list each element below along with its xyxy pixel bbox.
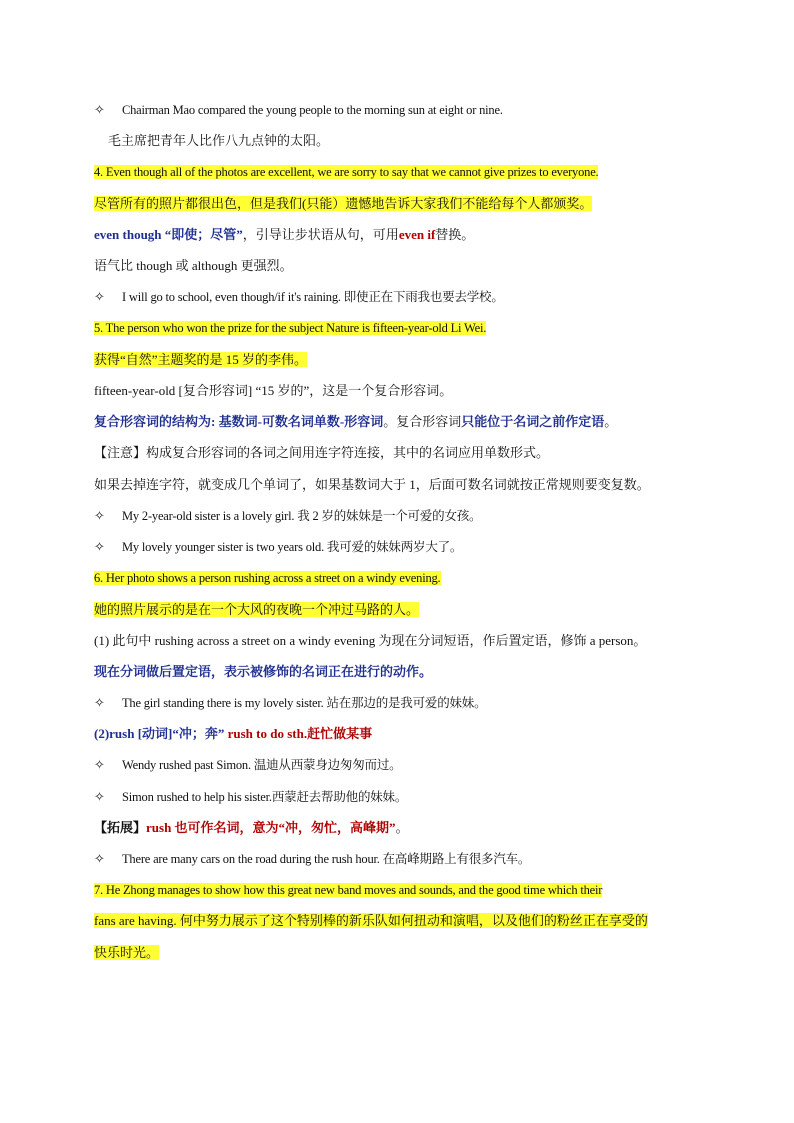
- bullet-icon: ✧: [94, 289, 105, 304]
- highlighted-sentence-4-en: 4. Even though all of the photos are excellent, we are sorry to say that we cannot give prizes to everyone.: [94, 165, 599, 179]
- note-line: 如果去掉连字符，就变成几个单词了，如果基数词大于 1，后面可数名词就按正常规则要变复数。: [94, 477, 650, 492]
- note-text: 。: [604, 414, 618, 429]
- example-sentence: My lovely younger sister is two years old. 我可爱的妹妹两岁大了。: [122, 540, 463, 554]
- expansion-label: 【拓展】: [94, 820, 147, 835]
- note-line: fifteen-year-old [复合形容词] “15 岁的”，这是一个复合形容词。: [94, 383, 453, 398]
- note-line-rush: [94, 724, 372, 744]
- keyword-rush-to-do: rush to do sth.赶忙做某事: [227, 726, 373, 741]
- keyword-rush-noun: rush 也可作名词，意为“冲，匆忙，高峰期”: [146, 820, 396, 835]
- highlighted-sentence-5-zh: 获得“自然”主题奖的是 15 岁的李伟。: [94, 352, 308, 367]
- example-sentence: There are many cars on the road during the rush hour. 在高峰期路上有很多汽车。: [122, 852, 531, 866]
- bullet-icon: ✧: [94, 508, 105, 523]
- highlighted-sentence-7-line3: 快乐时光。: [94, 945, 160, 960]
- example-sentence: The girl standing there is my lovely sister. 站在那边的是我可爱的妹妹。: [122, 696, 487, 710]
- highlighted-sentence-5-en: 5. The person who won the prize for the subject Nature is fifteen-year-old Li Wei.: [94, 321, 487, 335]
- note-line: (1) 此句中 rushing across a street on a windy evening 为现在分词短语，作后置定语，修饰 a person。: [94, 633, 647, 648]
- highlighted-sentence-4-zh: 尽管所有的照片都很出色，但是我们(只能）遗憾地告诉大家我们不能给每个人都颁奖。: [94, 196, 593, 211]
- note-text: 。复合形容词: [383, 414, 462, 429]
- note-text: 。: [395, 820, 409, 835]
- bullet-icon: ✧: [94, 851, 105, 866]
- keyword-structure: 复合形容词的结构为: 基数词-可数名词单数-形容词: [94, 414, 384, 429]
- keyword-even-though: even though “即使；尽管”: [94, 227, 243, 242]
- highlighted-sentence-7-line2: fans are having. 何中努力展示了这个特别棒的新乐队如何扭动和演唱，以及他们的粉丝正在享受的: [94, 913, 648, 928]
- bullet-icon: ✧: [94, 539, 105, 554]
- keyword-attributive: 只能位于名词之前作定语: [461, 414, 605, 429]
- example-sentence: I will go to school, even though/if it's raining. 即使正在下雨我也要去学校。: [122, 290, 504, 304]
- note-line-compound-adjective: [94, 412, 617, 432]
- note-line: 【注意】构成复合形容词的各词之间用连字符连接，其中的名词应用单数形式。: [94, 445, 550, 460]
- highlighted-sentence-7-line1: 7. He Zhong manages to show how this great new band moves and sounds, and the good time which their: [94, 883, 603, 897]
- translation-line: 毛主席把青年人比作八九点钟的太阳。: [108, 133, 330, 148]
- highlighted-sentence-6-en: 6. Her photo shows a person rushing across a street on a windy evening.: [94, 571, 441, 585]
- keyword-even-if: even if: [398, 227, 436, 242]
- note-line-even-though: [94, 225, 474, 245]
- note-text: ，引导让步状语从句，可用: [242, 227, 399, 242]
- bullet-icon: ✧: [94, 789, 105, 804]
- bullet-icon: ✧: [94, 695, 105, 710]
- note-line-participle: 现在分词做后置定语，表示被修饰的名词正在进行的动作。: [94, 664, 433, 679]
- note-line: 语气比 though 或 although 更强烈。: [94, 258, 293, 273]
- keyword-rush-verb: (2)rush [动词]“冲；奔”: [94, 726, 225, 741]
- example-sentence: Simon rushed to help his sister.西蒙赶去帮助他的妹妹。: [122, 790, 408, 804]
- bullet-icon: ✧: [94, 757, 105, 772]
- example-sentence: Chairman Mao compared the young people to the morning sun at eight or nine.: [122, 103, 503, 117]
- example-sentence: My 2-year-old sister is a lovely girl. 我 2 岁的妹妹是一个可爱的女孩。: [122, 509, 482, 523]
- note-text: 替换。: [435, 227, 475, 242]
- bullet-icon: ✧: [94, 102, 105, 117]
- note-line-expansion: [94, 818, 409, 838]
- highlighted-sentence-6-zh: 她的照片展示的是在一个大风的夜晚一个冲过马路的人。: [94, 602, 420, 617]
- example-sentence: Wendy rushed past Simon. 温迪从西蒙身边匆匆而过。: [122, 758, 402, 772]
